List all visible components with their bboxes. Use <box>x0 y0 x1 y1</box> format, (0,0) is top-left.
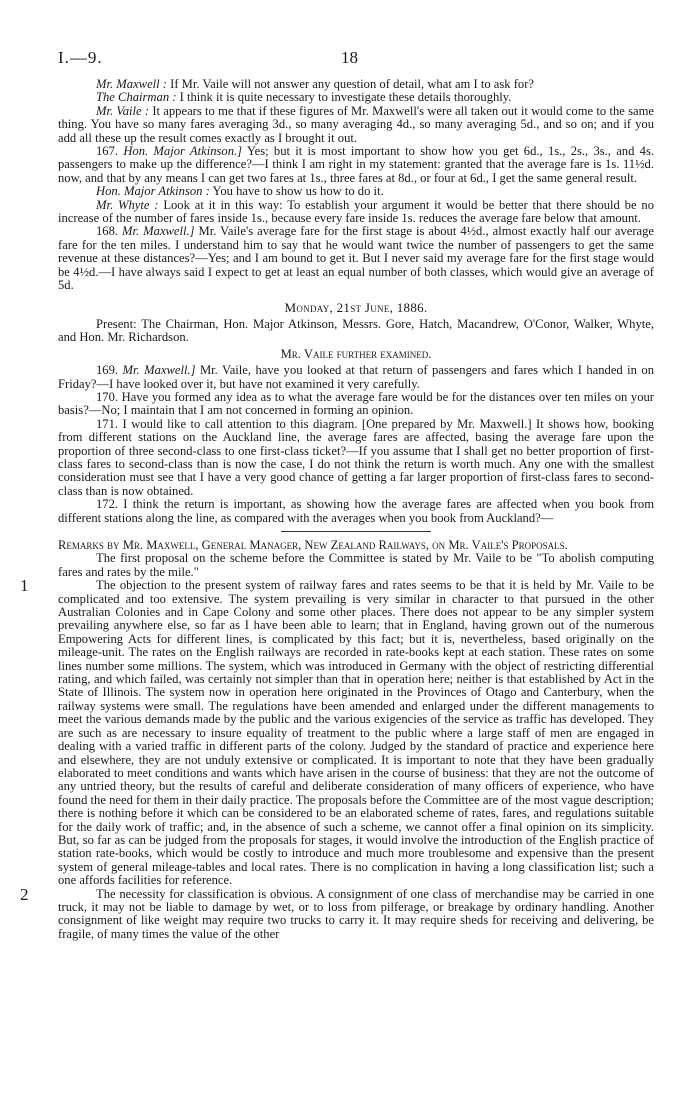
paragraph-text: Have you formed any idea as to what the average fare would be for the distances over ten miles on your basis?—No; I maintain that I am not concerned in forming an opinion. <box>58 389 654 418</box>
paragraph-text: Mr. Vaile's average fare for the first stage is about 4½d., almost exactly half our average fare for the ten miles. I understand him to say that he would want twice the number of passengers to get the same revenue at these distances?—Yes; and I am bound to get it. But I never said my average fare for the first stage would be 4½d.—I have always said I expect to get at least an equal number of both classes, which would give an average of 5d. <box>58 224 654 293</box>
speaker: The Chairman : <box>96 90 177 105</box>
remarks-heading: Remarks by Mr. Maxwell, General Manager, New Zealand Railways, on Mr. Vaile's Proposals. <box>58 538 568 552</box>
remarks-intro: The first proposal on the scheme before the Committee is stated by Mr. Vaile to be "To abolish computing fares and rates by the mile." <box>58 551 654 579</box>
paragraph-text: I think the return is important, as showing how the average fares are affected when you book from different stations along the line, as compared with the averages when you book from Auckland?— <box>58 497 654 525</box>
paragraph-text: The necessity for classification is obvious. A consignment of one class of merchandise may be carried in one truck, it may not be liable to damage by wet, or to loss from pilferage, or breakage by ordinary handling. Another consignment of like weight may require two trucks to carry it. It may require sheds for receiving and delivering, be fragile, of many times the value of the other <box>58 886 654 941</box>
paragraph-text: Yes; but it is most important to show how you get 6d., 1s., 2s., 3s., and 4s. passengers to make up the difference?—I think I am right in my statement: granted that the average fare is 1s. 11½d. now, and that by any means I can get two fares at 1s., three fares at 8d., or four at 6d., I get the same general result. <box>58 144 654 185</box>
witness-heading: Mr. Vaile further examined. <box>280 346 432 361</box>
evidence-paragraph <box>58 185 654 198</box>
evidence-paragraph <box>58 78 654 91</box>
sitting-date: Monday, 21st June, 1886. <box>284 299 428 315</box>
question-paragraph <box>58 364 654 391</box>
question-number: 168. <box>96 224 119 239</box>
question-paragraph <box>58 145 654 185</box>
evidence-paragraph <box>58 105 654 145</box>
paragraph-text: It appears to me that if these figures of Mr. Maxwell's were all taken out it would come to the same thing. You have so many fares averaging 3d., so many averaging 4d., so many averaging 5d., and so on; and if you add all these up the result comes exactly as I brought it out. <box>58 103 654 145</box>
speaker: Mr. Maxwell.] <box>122 363 196 378</box>
numbered-section <box>20 576 654 888</box>
question-number: 167. <box>96 144 119 159</box>
page-number: 18 <box>341 48 358 67</box>
paragraph-text: I would like to call attention to this diagram. [One prepared by Mr. Maxwell.] It shows how, booking from different stations on the Auckland line, the average fares are affected, basing the average fare upon the proportion of three second-class to one first-class ticket?—If you assume that I shall get no better proportion of first-class fares to second-class than is now the case, I do not think the return is worth much. Any one with the smallest consideration must see that I have a very good chance of getting a far larger proportion of first-class fares to second-class than is now obtained. <box>58 416 654 498</box>
question-number: 172. <box>96 497 119 512</box>
numbered-section <box>20 884 654 942</box>
question-number: 171. <box>96 416 119 431</box>
members-present: Present: The Chairman, Hon. Major Atkinson, Messrs. Gore, Hatch, Macandrew, O'Conor, Walker, Whyte, and Hon. Mr. Richardson. <box>58 316 654 345</box>
evidence-paragraph <box>58 91 654 104</box>
margin-number: 1 <box>20 576 29 596</box>
paragraph-text: Look at it in this way: To establish your argument it would be better that there should be no increase of the number of fares inside 1s., because every fare inside 1s. reduces the average fare below that amount. <box>58 197 654 226</box>
speaker: Hon. Major Atkinson.] <box>123 144 243 159</box>
speaker: Mr. Maxwell.] <box>122 224 195 239</box>
evidence-paragraph <box>58 199 654 226</box>
paragraph-text: I think it is quite necessary to investigate these details thoroughly. <box>176 90 512 105</box>
paragraph-text: Mr. Vaile, have you looked at that return of passengers and fares which I handed in on Friday?—I have looked over it, but have not examined it very carefully. <box>58 363 654 391</box>
speaker: Mr. Maxwell : <box>96 77 167 91</box>
speaker: Hon. Major Atkinson : <box>96 184 210 199</box>
paragraph-text: You have to show us how to do it. <box>209 184 384 199</box>
question-paragraph <box>58 391 654 418</box>
speaker: Mr. Vaile : <box>96 103 150 118</box>
margin-number: 2 <box>20 884 29 904</box>
document-body <box>20 77 654 941</box>
question-paragraph <box>58 225 654 292</box>
paragraph-text: The objection to the present system of railway fares and rates seems to be that it is held by Mr. Vaile to be complicated and too extensive. The system prevailing is very similar in character to that pursued in the other Australian Colonies and in Cape Colony and some other places. There does not appear to be any simpler system prevailing anywhere else, so far as I have been able to learn; that in England, having grown out of the numerous Empowering Acts for different lines, is complicated by this fact; but it is, nevertheless, based originally on the mileage-unit. The rates on the English railways are recorded in rate-books kept at each station. These rates on some lines number some millions. The system, which was introduced in Germany with the object of restricting differential rating, and which failed, was certainly not simpler than that in operation here; neither is that established by Act in the State of Illinois. The system now in operation here originated in the Provinces of Otago and Canterbury, when the railway systems were small. The regulations have been amended and enlarged under the different managements to meet the various demands made by the public and the various exigencies of the service as traffic has developed. They are such as are necessary to insure equality of treatment to the public where a large staff of men are engaged in dealing with a varied traffic in different parts of the colony. Judged by the standard of practice and experience here and elsewhere, they are not unduly extensive or complicated. It is important to note that they have been gradually elaborated to meet conditions and wants which have arisen in the course of business: that they are not the outcome of any untried theory, but the results of careful and deliberate consideration of many officers of experience, who have found the need for them in their daily practice. The proposals before the Committee are of the most vague description; there is nothing before it which can be considered to be an elaborated scheme of rates, fares, and regulations suitable for the daily work of traffic; and, in the absence of such a scheme, we cannot offer a final opinion on its simplicity. But, so far as can be judged from the proposals for stages, it would involve the introduction of the English practice of station rate-books, which would be costly to introduce and much more troublesome and expensive than the present system of general mileage-tables and local rates. There is no complication in having a long classification list; such a one affords facilities for reference. <box>58 578 654 888</box>
section-divider <box>281 531 431 532</box>
paragraph-text: If Mr. Vaile will not answer any question of detail, what am I to ask for? <box>167 77 534 91</box>
speaker: Mr. Whyte : <box>96 197 159 212</box>
page-header-ref: I.—9. <box>58 48 103 67</box>
question-number: 169. <box>96 363 119 378</box>
question-paragraph <box>58 418 654 498</box>
question-number: 170. <box>96 389 119 404</box>
question-paragraph <box>58 498 654 525</box>
